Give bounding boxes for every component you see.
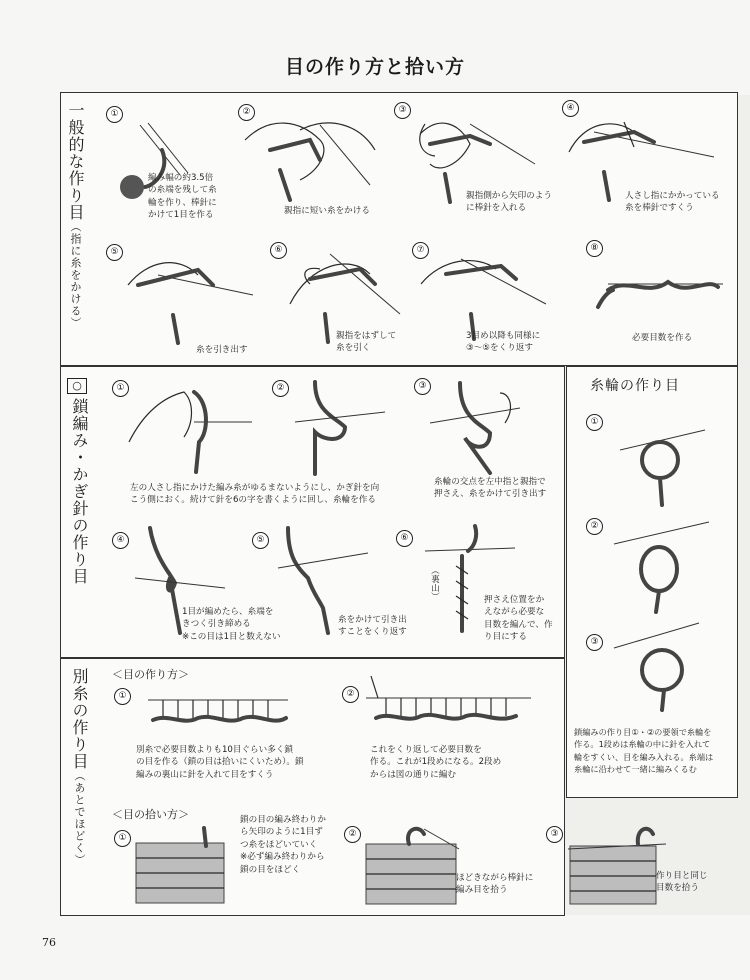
general-step2-number: ② (238, 104, 255, 121)
general-step3-illustration (400, 104, 550, 204)
pick-step1-caption: 鎖の目の編み終わりか ら矢印のように1目ず つ糸をほどいていく ※必ず編み終わりから 鎖の目をほどく (240, 815, 326, 875)
general-step3-number: ③ (394, 102, 411, 119)
pick-title: ＜目の拾い方＞ (112, 808, 189, 821)
pick-step3-illustration (568, 824, 668, 909)
general-step1-caption: 編み幅の約3.5倍 の糸端を残して糸 輪を作り、棒針に かけて1目を作る (148, 173, 217, 221)
chain-step4-number: ④ (112, 532, 129, 549)
general-step3-caption: 親指側から矢印のよう に棒針を入れる (466, 191, 552, 214)
make-step1-caption: 別糸で必要目数よりも10目ぐらい多く鎖 の目を作る（鎖の目は拾いにくいため）。鎖 編みの裏山に針を入れて目をすくう (136, 745, 304, 780)
general-step1-number: ① (106, 106, 123, 123)
pick-step2-caption: ほどきながら棒針に 編み目を拾う (456, 873, 534, 896)
pick-step3-caption: 作り目と同じ 目数を拾う (656, 871, 708, 894)
general-step4-number: ④ (562, 100, 579, 117)
chain-step3-illustration (420, 378, 530, 478)
make-title: ＜目の作り方＞ (112, 668, 189, 681)
chain-step2-number: ② (272, 380, 289, 397)
pick-step3-number: ③ (546, 826, 563, 843)
general-step7-caption: 3目め以降も同様に ③～⑤をくり返す (466, 331, 541, 354)
chain-step2-illustration (285, 382, 395, 477)
general-label: 一般的な作り目 (66, 102, 85, 221)
general-step5-caption: 糸を引き出す (196, 345, 248, 355)
chain-back-label: （裏山） (429, 566, 440, 601)
general-step6-caption: 親指をはずして 糸を引く (336, 331, 397, 354)
pick-step2-illustration (364, 824, 464, 909)
general-step6-illustration (280, 244, 410, 344)
make-step2-caption: これをくり返して必要目数を 作る。これが1段めになる。2段め からは図の通りに編む (370, 745, 502, 780)
yarn-ring-title: 糸輪の作り目 (590, 378, 680, 394)
separate-sub: （あとでほどく） (73, 770, 86, 866)
make-step1-illustration (148, 688, 288, 738)
chain-step1-illustration (124, 382, 254, 477)
general-step7-number: ⑦ (412, 242, 429, 259)
general-step8-illustration (588, 262, 728, 322)
make-step2-illustration (366, 676, 536, 736)
ring-step1-number: ① (586, 414, 603, 431)
general-step6-number: ⑥ (270, 242, 287, 259)
chain-step3-caption: 糸輪の交点を左中指と親指で 押さえ、糸をかけて引き出す (434, 477, 547, 500)
chain-step1-number: ① (112, 380, 129, 397)
chain-step6-caption: 押さえ位置をか えながら必要な 目数を編んで、作 り目にする (484, 595, 553, 643)
pick-step1-number: ① (114, 830, 131, 847)
page-title: 目の作り方と拾い方 (284, 56, 465, 78)
page-number: 76 (42, 936, 56, 949)
ring-step2-number: ② (586, 518, 603, 535)
general-step2-illustration (240, 110, 380, 205)
make-step2-number: ② (342, 686, 359, 703)
chain-section-label: 鎖編み・かぎ針の作り目 (70, 398, 89, 585)
general-step2-caption: 親指に短い糸をかける (284, 206, 370, 216)
chain-badge: ○ (67, 378, 87, 394)
ring-step2-illustration (604, 514, 714, 614)
general-sub: （指に糸をかける） (69, 221, 82, 329)
separate-label: 別糸の作り目 (70, 668, 89, 770)
chain-step6-number: ⑥ (396, 530, 413, 547)
ring-step3-number: ③ (586, 634, 603, 651)
chain-step3-number: ③ (414, 378, 431, 395)
pick-step2-number: ② (344, 826, 361, 843)
general-step5-illustration (118, 245, 258, 345)
general-step4-illustration (564, 102, 724, 202)
chain-step5-number: ⑤ (252, 532, 269, 549)
general-step8-caption: 必要目数を作る (632, 333, 693, 343)
make-step1-number: ① (114, 688, 131, 705)
ring-caption: 鎖編みの作り目①・②の要領で糸輪を 作る。1段めは糸輪の中に針を入れて 輪をすくい、目を編み入れる。糸端は 糸輪に沿わせて一緒に編みくるむ (574, 727, 714, 775)
pick-step1-illustration (134, 828, 234, 908)
general-step7-illustration (416, 244, 566, 344)
chain-step1-caption: 左の人さし指にかけた編み糸がゆるまないようにし、かぎ針を向 こう側におく。続けて針を6の字を書くように回し、糸輪を作る (130, 483, 380, 506)
general-step4-caption: 人さし指にかかっている 糸を棒針ですくう (625, 191, 720, 214)
general-section-label (66, 102, 84, 329)
general-step8-number: ⑧ (586, 240, 603, 257)
general-step5-number: ⑤ (106, 244, 123, 261)
ring-step3-illustration (604, 618, 714, 713)
chain-step5-caption: 糸をかけて引き出 すことをくり返す (338, 615, 407, 638)
ring-step1-illustration (600, 420, 710, 510)
chain-step4-caption: 1目が編めたら、糸端を きつく引き締める ※この目は1目と数えない (182, 607, 281, 642)
separate-section-label (70, 668, 88, 866)
